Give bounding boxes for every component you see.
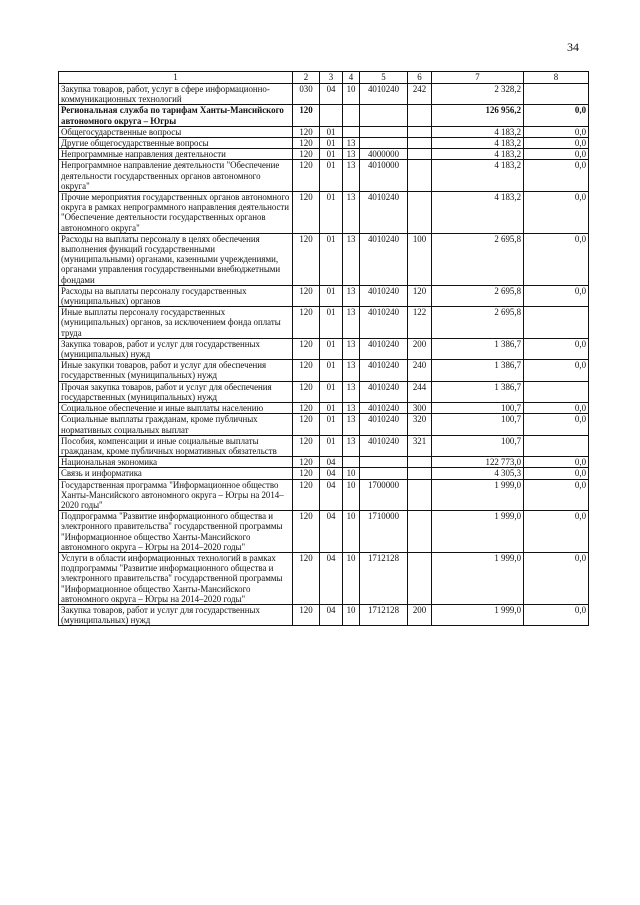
row-name: Расходы на выплаты персоналу в целях обеспечения выполнения функций государственными (муниципальными) органами, казенными учреждениями, органами управления государственными внебюджетными фондами bbox=[59, 233, 293, 285]
row-amount-2 bbox=[524, 84, 589, 105]
row-expense-type bbox=[408, 511, 432, 553]
row-target-article: 1712128 bbox=[360, 604, 408, 625]
row-section: 01 bbox=[320, 126, 343, 137]
table-row bbox=[59, 338, 589, 359]
row-amount: 1 386,7 bbox=[432, 338, 524, 359]
row-subsection: 13 bbox=[343, 285, 360, 306]
row-admin-code: 120 bbox=[293, 360, 320, 381]
row-section: 01 bbox=[320, 360, 343, 381]
row-expense-type bbox=[408, 105, 432, 126]
row-expense-type: 242 bbox=[408, 84, 432, 105]
table-row bbox=[59, 126, 589, 137]
row-target-article: 4010240 bbox=[360, 285, 408, 306]
row-section: 04 bbox=[320, 552, 343, 604]
row-admin-code: 120 bbox=[293, 479, 320, 511]
page-number: 34 bbox=[567, 40, 579, 54]
row-admin-code: 120 bbox=[293, 457, 320, 468]
row-name: Пособия, компенсации и иные социальные выплаты гражданам, кроме публичных нормативных обязательств bbox=[59, 435, 293, 456]
table-row bbox=[59, 403, 589, 414]
header-cell-5: 5 bbox=[360, 72, 408, 84]
row-subsection: 13 bbox=[343, 381, 360, 402]
row-amount: 1 386,7 bbox=[432, 381, 524, 402]
row-amount-2 bbox=[524, 307, 589, 339]
row-target-article bbox=[360, 126, 408, 137]
row-amount-2: 0,0 bbox=[524, 468, 589, 479]
row-amount-2: 0,0 bbox=[524, 552, 589, 604]
header-cell-6: 6 bbox=[408, 72, 432, 84]
header-cell-4: 4 bbox=[343, 72, 360, 84]
row-section: 01 bbox=[320, 192, 343, 234]
row-expense-type bbox=[408, 479, 432, 511]
table-row bbox=[59, 233, 589, 285]
row-section: 04 bbox=[320, 604, 343, 625]
row-expense-type: 320 bbox=[408, 414, 432, 435]
row-amount: 2 695,8 bbox=[432, 285, 524, 306]
row-amount-2: 0,0 bbox=[524, 511, 589, 553]
row-section: 04 bbox=[320, 84, 343, 105]
row-target-article: 4010240 bbox=[360, 435, 408, 456]
row-admin-code: 120 bbox=[293, 338, 320, 359]
row-subsection bbox=[343, 105, 360, 126]
row-amount: 4 183,2 bbox=[432, 160, 524, 192]
row-amount-2 bbox=[524, 381, 589, 402]
row-subsection: 10 bbox=[343, 479, 360, 511]
row-admin-code: 120 bbox=[293, 126, 320, 137]
row-amount: 1 999,0 bbox=[432, 511, 524, 553]
row-name: Непрограммные направления деятельности bbox=[59, 149, 293, 160]
row-section: 01 bbox=[320, 149, 343, 160]
row-name: Национальная экономика bbox=[59, 457, 293, 468]
row-subsection: 13 bbox=[343, 307, 360, 339]
row-amount-2: 0,0 bbox=[524, 160, 589, 192]
row-expense-type: 200 bbox=[408, 338, 432, 359]
row-target-article bbox=[360, 457, 408, 468]
row-amount-2: 0,0 bbox=[524, 414, 589, 435]
row-amount: 4 183,2 bbox=[432, 138, 524, 149]
table-row bbox=[59, 604, 589, 625]
row-amount: 122 773,0 bbox=[432, 457, 524, 468]
row-expense-type: 240 bbox=[408, 360, 432, 381]
row-amount: 100,7 bbox=[432, 403, 524, 414]
row-target-article: 4010240 bbox=[360, 360, 408, 381]
row-admin-code: 120 bbox=[293, 552, 320, 604]
row-amount: 4 183,2 bbox=[432, 126, 524, 137]
row-expense-type bbox=[408, 138, 432, 149]
table-row bbox=[59, 414, 589, 435]
row-subsection: 13 bbox=[343, 233, 360, 285]
row-admin-code: 120 bbox=[293, 307, 320, 339]
row-amount-2 bbox=[524, 435, 589, 456]
row-admin-code: 120 bbox=[293, 604, 320, 625]
row-expense-type bbox=[408, 192, 432, 234]
row-expense-type bbox=[408, 160, 432, 192]
table-body bbox=[59, 84, 589, 626]
row-admin-code: 120 bbox=[293, 138, 320, 149]
row-expense-type bbox=[408, 468, 432, 479]
row-subsection bbox=[343, 457, 360, 468]
table-row bbox=[59, 381, 589, 402]
row-target-article: 4000000 bbox=[360, 149, 408, 160]
row-admin-code: 120 bbox=[293, 403, 320, 414]
row-amount: 1 386,7 bbox=[432, 360, 524, 381]
row-amount-2: 0,0 bbox=[524, 105, 589, 126]
row-target-article: 4010240 bbox=[360, 84, 408, 105]
table-row bbox=[59, 552, 589, 604]
row-expense-type: 122 bbox=[408, 307, 432, 339]
row-amount-2: 0,0 bbox=[524, 126, 589, 137]
row-expense-type: 120 bbox=[408, 285, 432, 306]
row-subsection: 13 bbox=[343, 149, 360, 160]
table-row bbox=[59, 468, 589, 479]
row-expense-type bbox=[408, 126, 432, 137]
table-row bbox=[59, 149, 589, 160]
row-expense-type bbox=[408, 149, 432, 160]
row-amount: 4 183,2 bbox=[432, 192, 524, 234]
row-subsection: 13 bbox=[343, 403, 360, 414]
row-admin-code: 120 bbox=[293, 105, 320, 126]
row-admin-code: 030 bbox=[293, 84, 320, 105]
header-cell-1: 1 bbox=[59, 72, 293, 84]
row-amount-2: 0,0 bbox=[524, 285, 589, 306]
row-amount: 1 999,0 bbox=[432, 604, 524, 625]
row-subsection: 10 bbox=[343, 511, 360, 553]
row-amount-2: 0,0 bbox=[524, 338, 589, 359]
header-cell-3: 3 bbox=[320, 72, 343, 84]
row-admin-code: 120 bbox=[293, 192, 320, 234]
row-target-article: 1710000 bbox=[360, 511, 408, 553]
row-amount: 1 999,0 bbox=[432, 479, 524, 511]
header-cell-8: 8 bbox=[524, 72, 589, 84]
row-amount: 4 305,3 bbox=[432, 468, 524, 479]
row-target-article: 1700000 bbox=[360, 479, 408, 511]
row-section bbox=[320, 105, 343, 126]
row-amount: 126 956,2 bbox=[432, 105, 524, 126]
row-name: Непрограммное направление деятельности "Обеспечение деятельности государственных органов автономного округа" bbox=[59, 160, 293, 192]
table-row bbox=[59, 479, 589, 511]
table-row bbox=[59, 511, 589, 553]
row-admin-code: 120 bbox=[293, 149, 320, 160]
row-name: Подпрограмма "Развитие информационного общества и электронного правительства" государственной программы "Информационное общество Ханты-Мансийского автономного округа – Югры на 2014–2020 годы" bbox=[59, 511, 293, 553]
row-subsection: 13 bbox=[343, 435, 360, 456]
row-expense-type bbox=[408, 552, 432, 604]
row-target-article: 4010240 bbox=[360, 338, 408, 359]
row-subsection: 10 bbox=[343, 604, 360, 625]
row-name: Прочие мероприятия государственных органов автономного округа в рамках непрограммного направления деятельности "Обеспечение деятельности государственных органов автономного округа" bbox=[59, 192, 293, 234]
row-section: 04 bbox=[320, 468, 343, 479]
table-row bbox=[59, 160, 589, 192]
row-admin-code: 120 bbox=[293, 285, 320, 306]
row-section: 04 bbox=[320, 511, 343, 553]
table-row bbox=[59, 84, 589, 105]
row-target-article: 4010240 bbox=[360, 414, 408, 435]
row-subsection: 10 bbox=[343, 84, 360, 105]
row-amount: 2 328,2 bbox=[432, 84, 524, 105]
row-amount: 2 695,8 bbox=[432, 233, 524, 285]
row-section: 01 bbox=[320, 414, 343, 435]
row-name: Иные закупки товаров, работ и услуг для обеспечения государственных (муниципальных) нужд bbox=[59, 360, 293, 381]
row-amount-2: 0,0 bbox=[524, 149, 589, 160]
header-cell-7: 7 bbox=[432, 72, 524, 84]
row-amount: 100,7 bbox=[432, 435, 524, 456]
row-target-article: 4010240 bbox=[360, 403, 408, 414]
row-section: 01 bbox=[320, 403, 343, 414]
table-row bbox=[59, 192, 589, 234]
row-amount-2: 0,0 bbox=[524, 457, 589, 468]
row-amount: 100,7 bbox=[432, 414, 524, 435]
row-name: Закупка товаров, работ и услуг для государственных (муниципальных) нужд bbox=[59, 604, 293, 625]
row-admin-code: 120 bbox=[293, 414, 320, 435]
row-subsection: 10 bbox=[343, 468, 360, 479]
row-name: Закупка товаров, работ, услуг в сфере информационно-коммуникационных технологий bbox=[59, 84, 293, 105]
row-target-article: 1712128 bbox=[360, 552, 408, 604]
row-subsection: 13 bbox=[343, 414, 360, 435]
row-target-article: 4010240 bbox=[360, 307, 408, 339]
row-subsection: 10 bbox=[343, 552, 360, 604]
row-name: Государственная программа "Информационное общество Ханты-Мансийского автономного округа – Югры на 2014–2020 годы" bbox=[59, 479, 293, 511]
row-subsection: 13 bbox=[343, 338, 360, 359]
row-name: Социальные выплаты гражданам, кроме публичных нормативных социальных выплат bbox=[59, 414, 293, 435]
table-row bbox=[59, 105, 589, 126]
header-row bbox=[59, 72, 589, 84]
row-admin-code: 120 bbox=[293, 381, 320, 402]
row-target-article bbox=[360, 468, 408, 479]
row-section: 01 bbox=[320, 233, 343, 285]
table-row bbox=[59, 435, 589, 456]
row-amount-2: 0,0 bbox=[524, 479, 589, 511]
row-subsection: 13 bbox=[343, 138, 360, 149]
row-subsection: 13 bbox=[343, 192, 360, 234]
row-name: Прочая закупка товаров, работ и услуг для обеспечения государственных (муниципальных) нужд bbox=[59, 381, 293, 402]
row-expense-type: 100 bbox=[408, 233, 432, 285]
row-section: 01 bbox=[320, 138, 343, 149]
row-section: 04 bbox=[320, 457, 343, 468]
row-subsection: 13 bbox=[343, 360, 360, 381]
row-name: Иные выплаты персоналу государственных (муниципальных) органов, за исключением фонда оплаты труда bbox=[59, 307, 293, 339]
row-amount: 2 695,8 bbox=[432, 307, 524, 339]
row-name: Расходы на выплаты персоналу государственных (муниципальных) органов bbox=[59, 285, 293, 306]
row-admin-code: 120 bbox=[293, 468, 320, 479]
row-target-article: 4010000 bbox=[360, 160, 408, 192]
row-admin-code: 120 bbox=[293, 435, 320, 456]
row-amount: 4 183,2 bbox=[432, 149, 524, 160]
row-admin-code: 120 bbox=[293, 233, 320, 285]
budget-table bbox=[58, 71, 589, 626]
row-name: Социальное обеспечение и иные выплаты населению bbox=[59, 403, 293, 414]
row-expense-type: 200 bbox=[408, 604, 432, 625]
row-target-article bbox=[360, 138, 408, 149]
row-admin-code: 120 bbox=[293, 160, 320, 192]
row-target-article bbox=[360, 105, 408, 126]
row-name: Региональная служба по тарифам Ханты-Мансийского автономного округа – Югры bbox=[59, 105, 293, 126]
row-expense-type: 300 bbox=[408, 403, 432, 414]
row-amount-2: 0,0 bbox=[524, 604, 589, 625]
row-admin-code: 120 bbox=[293, 511, 320, 553]
row-section: 01 bbox=[320, 307, 343, 339]
row-amount: 1 999,0 bbox=[432, 552, 524, 604]
row-subsection: 13 bbox=[343, 160, 360, 192]
row-amount-2: 0,0 bbox=[524, 138, 589, 149]
row-section: 01 bbox=[320, 338, 343, 359]
row-name: Закупка товаров, работ и услуг для государственных (муниципальных) нужд bbox=[59, 338, 293, 359]
row-target-article: 4010240 bbox=[360, 381, 408, 402]
header-cell-2: 2 bbox=[293, 72, 320, 84]
table-row bbox=[59, 138, 589, 149]
table-row bbox=[59, 307, 589, 339]
row-name: Услуги в области информационных технологий в рамках подпрограммы "Развитие информационного общества и электронного правительства" государственной программы "Информационное общество Ханты-Мансийского автономного округа – Югры на 2014–2020 годы" bbox=[59, 552, 293, 604]
table-row bbox=[59, 285, 589, 306]
table-row bbox=[59, 360, 589, 381]
row-amount-2: 0,0 bbox=[524, 403, 589, 414]
row-expense-type bbox=[408, 457, 432, 468]
row-expense-type: 321 bbox=[408, 435, 432, 456]
row-amount-2: 0,0 bbox=[524, 192, 589, 234]
row-section: 01 bbox=[320, 435, 343, 456]
row-amount-2: 0,0 bbox=[524, 233, 589, 285]
row-amount-2: 0,0 bbox=[524, 360, 589, 381]
row-target-article: 4010240 bbox=[360, 233, 408, 285]
row-name: Другие общегосударственные вопросы bbox=[59, 138, 293, 149]
table-row bbox=[59, 457, 589, 468]
row-target-article: 4010240 bbox=[360, 192, 408, 234]
row-section: 01 bbox=[320, 285, 343, 306]
row-section: 04 bbox=[320, 479, 343, 511]
row-name: Общегосударственные вопросы bbox=[59, 126, 293, 137]
row-section: 01 bbox=[320, 160, 343, 192]
row-subsection bbox=[343, 126, 360, 137]
row-expense-type: 244 bbox=[408, 381, 432, 402]
row-name: Связь и информатика bbox=[59, 468, 293, 479]
row-section: 01 bbox=[320, 381, 343, 402]
